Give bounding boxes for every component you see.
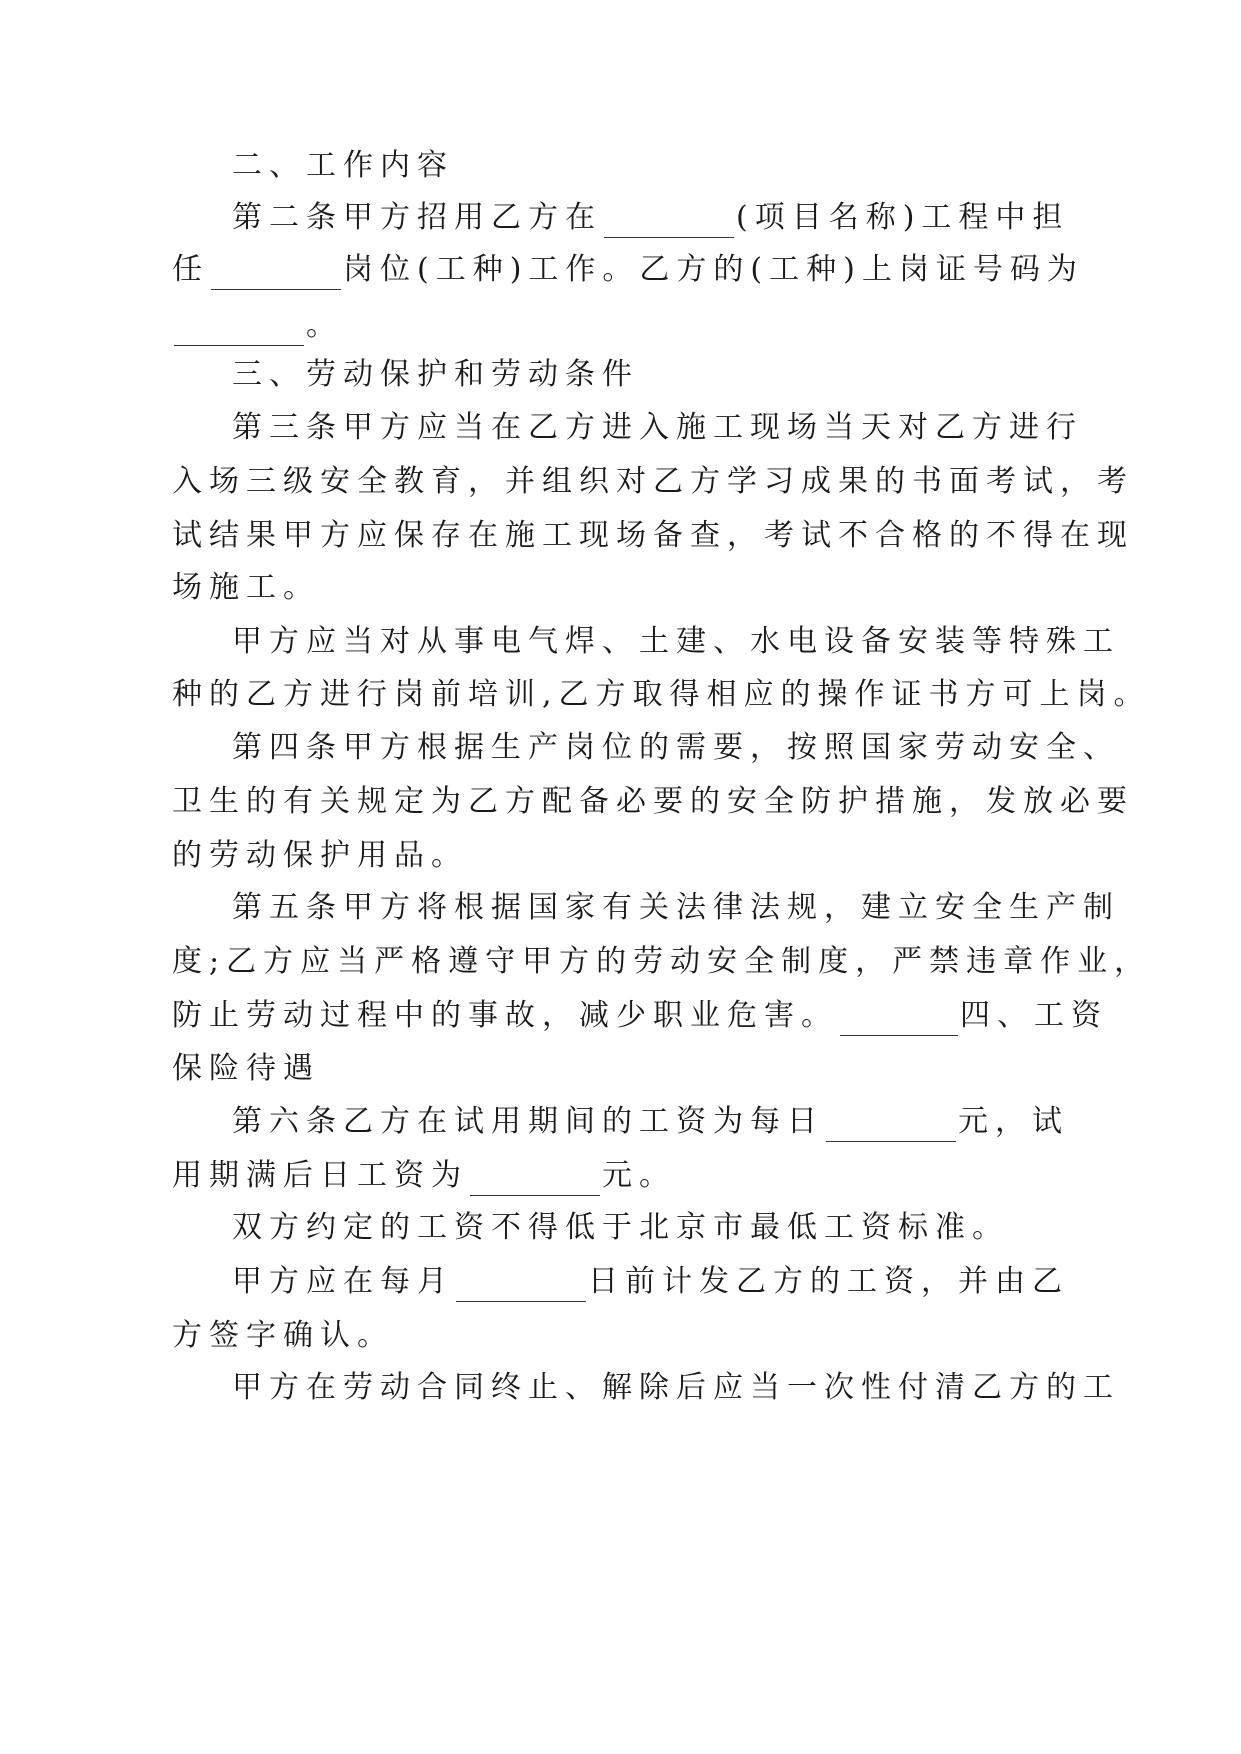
text: 岗位(工种)工作。乙方的(工种)上岗证号码为 [343,252,1084,287]
blank-line[interactable] [840,996,958,1036]
article-3-line-1 [232,408,1083,448]
blank-project-name[interactable] [604,198,734,238]
blank-position[interactable] [211,250,341,290]
article-4-line-3 [172,836,468,876]
text: 元。 [602,1158,676,1193]
final-settlement-line [232,1368,1120,1408]
text: (项目名称)工程中担 [736,200,1070,235]
text: 方签字确认。 [172,1318,394,1353]
blank-certificate-number[interactable] [174,306,304,346]
wage-minimum-line [232,1208,1009,1248]
article-3b-line-1 [232,622,1120,662]
text: 场施工。 [172,570,320,605]
blank-pay-day[interactable] [456,1262,586,1302]
heading-text: 二、工作内容 [232,148,454,183]
article-5-line-1 [232,888,1120,928]
text: 第三条甲方应当在乙方进入施工现场当天对乙方进行 [232,410,1083,445]
article-5-line-2 [172,942,1151,982]
article-3-line-3 [172,516,1134,556]
text: 甲方应当对从事电气焊、土建、水电设备安装等特殊工 [232,624,1120,659]
text: 甲方在劳动合同终止、解除后应当一次性付清乙方的工 [232,1370,1120,1405]
section-heading-work-content [232,146,454,186]
text: 防止劳动过程中的事故，减少职业危害。 [172,998,838,1033]
article-2-line-1 [232,198,1069,238]
article-6-line-1 [232,1102,1069,1142]
text: 入场三级安全教育，并组织对乙方学习成果的书面考试，考 [172,464,1134,499]
text: 种的乙方进行岗前培训,乙方取得相应的操作证书方可上岗。 [172,677,1151,712]
text: 的劳动保护用品。 [172,838,468,873]
section-heading-labor-protection [232,355,639,395]
text: 甲方应在每月 [232,1264,454,1299]
text: 任 [172,252,209,287]
text: 第四条甲方根据生产岗位的需要，按照国家劳动安全、 [232,730,1120,765]
article-2-line-2 [172,250,1084,290]
article-3-line-4 [172,568,320,608]
text: 第五条甲方将根据国家有关法律法规，建立安全生产制 [232,890,1120,925]
pay-line-2 [172,1316,394,1356]
blank-daily-wage[interactable] [470,1156,600,1196]
article-5-line-4 [172,1049,320,1089]
text: 日前计发乙方的工资，并由乙 [588,1264,1069,1299]
text: 度;乙方应当严格遵守甲方的劳动安全制度，严禁违章作业， [172,944,1152,979]
heading-text: 三、劳动保护和劳动条件 [232,357,639,392]
text: 四、工资 [960,998,1108,1033]
article-2-line-3 [172,306,343,346]
text: 。 [306,308,343,343]
text: 第二条甲方招用乙方在 [232,200,602,235]
pay-line-1 [232,1262,1069,1302]
text: 双方约定的工资不得低于北京市最低工资标准。 [232,1210,1009,1245]
text: 第六条乙方在试用期间的工资为每日 [232,1104,824,1139]
article-6-line-2 [172,1156,676,1196]
text: 用期满后日工资为 [172,1158,468,1193]
text: 保险待遇 [172,1051,320,1086]
article-5-line-3 [172,996,1108,1036]
blank-trial-daily-wage[interactable] [826,1102,956,1142]
article-3b-line-2 [172,675,1151,715]
article-4-line-1 [232,728,1120,768]
text: 卫生的有关规定为乙方配备必要的安全防护措施，发放必要 [172,784,1134,819]
article-3-line-2 [172,462,1134,502]
text: 试结果甲方应保存在施工现场备查，考试不合格的不得在现 [172,518,1134,553]
text: 元，试 [958,1104,1069,1139]
article-4-line-2 [172,782,1134,822]
